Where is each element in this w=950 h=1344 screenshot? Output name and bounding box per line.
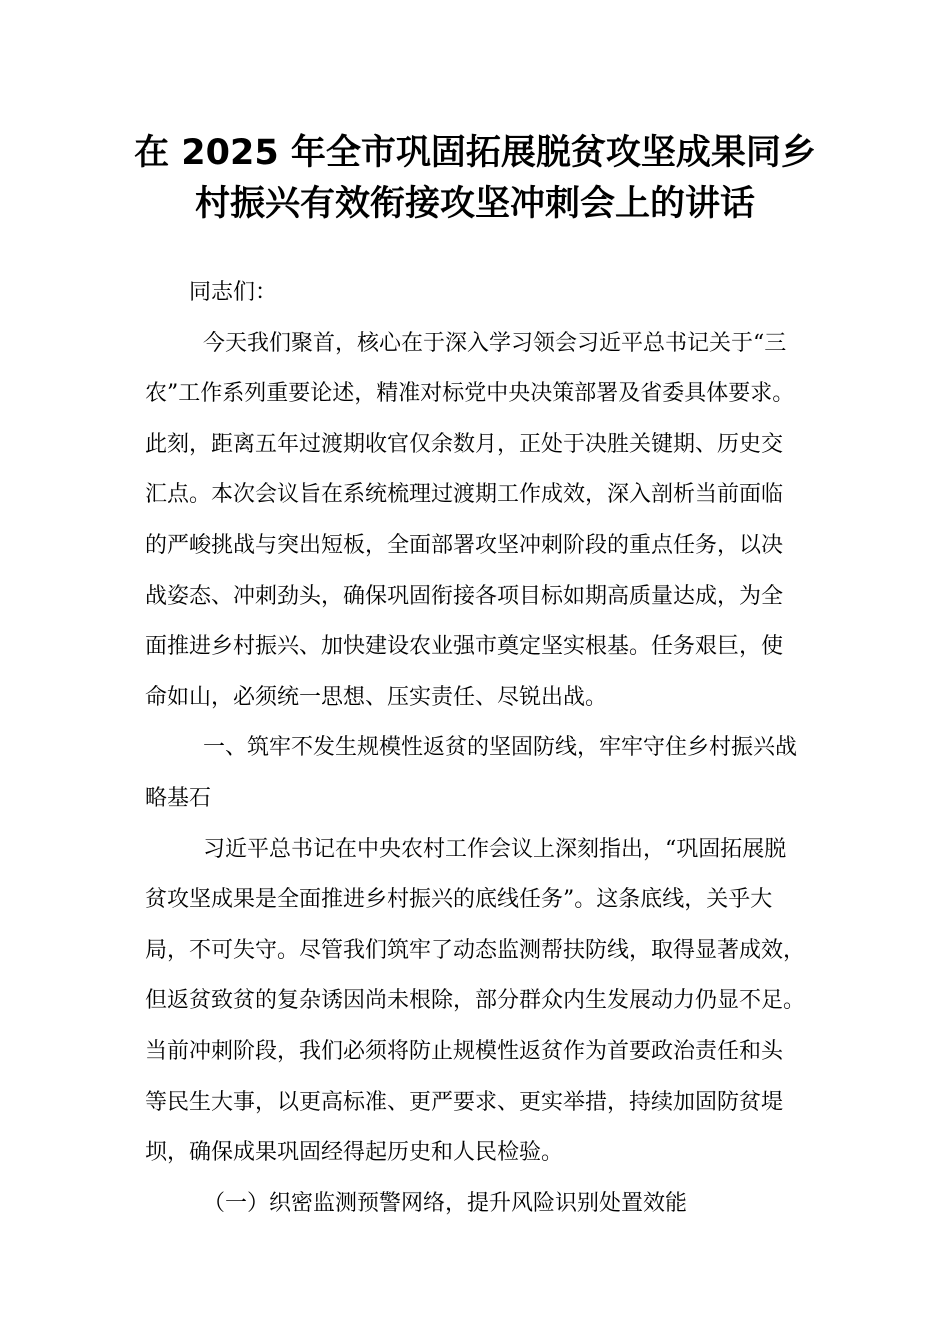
title-line: 村振兴有效衔接攻坚冲刺会上的讲话 — [194, 183, 755, 224]
paragraph-line: 汇点。本次会议旨在系统梳理过渡期工作成效，深入剖析当前面临 — [145, 482, 784, 508]
paragraph-line: 当前冲刺阶段，我们必须将防止规模性返贫作为首要政治责任和头 — [145, 1038, 784, 1064]
heading-line: 略基石 — [145, 785, 212, 811]
paragraph-line: 此刻，距离五年过渡期收官仅余数月，正处于决胜关键期、历史交 — [145, 431, 784, 457]
paragraph-line: 命如山，必须统一思想、压实责任、尽锐出战。 — [145, 684, 608, 710]
document-title — [120, 128, 830, 229]
salutation: 同志们： — [189, 280, 278, 305]
paragraph-intro — [145, 319, 815, 724]
paragraph-line: 农”工作系列重要论述，精准对标党中央决策部署及省委具体要求。 — [145, 381, 795, 407]
paragraph-line: 今天我们聚首，核心在于深入学习领会习近平总书记关于“三 — [203, 330, 787, 356]
section-heading-1 — [145, 723, 815, 824]
paragraph-line: 战姿态、冲刺劲头，确保巩固衔接各项目标如期高质量达成，为全 — [145, 583, 784, 609]
title-line: 在 2025 年全市巩固拓展脱贫攻坚成果同乡 — [134, 133, 816, 173]
paragraph-line: 局，不可失守。尽管我们筑牢了动态监测帮扶防线，取得显著成效， — [145, 937, 806, 963]
paragraph-line: 坝，确保成果巩固经得起历史和人民检验。 — [145, 1140, 564, 1166]
paragraph-line: 的严峻挑战与突出短板，全面部署攻坚冲刺阶段的重点任务，以决 — [145, 532, 784, 558]
paragraph-line: 习近平总书记在中央农村工作会议上深刻指出，“巩固拓展脱 — [203, 836, 787, 862]
paragraph-line: 但返贫致贫的复杂诱因尚未根除，部分群众内生发展动力仍显不足。 — [145, 988, 806, 1014]
paragraph-line: 面推进乡村振兴、加快建设农业强市奠定坚实根基。任务艰巨，使 — [145, 634, 784, 660]
document-body — [145, 268, 815, 1229]
paragraph-line: 贫攻坚成果是全面推进乡村振兴的底线任务”。这条底线，关乎大 — [145, 887, 773, 913]
paragraph-line: 等民生大事，以更高标准、更严要求、更实举措，持续加固防贫堤 — [145, 1089, 784, 1115]
subheading-1: （一）织密监测预警网络，提升风险识别处置效能 — [203, 1190, 688, 1216]
heading-line: 一、筑牢不发生规模性返贫的坚固防线，牢牢守住乡村振兴战 — [203, 735, 798, 761]
paragraph-section-1 — [145, 825, 815, 1179]
